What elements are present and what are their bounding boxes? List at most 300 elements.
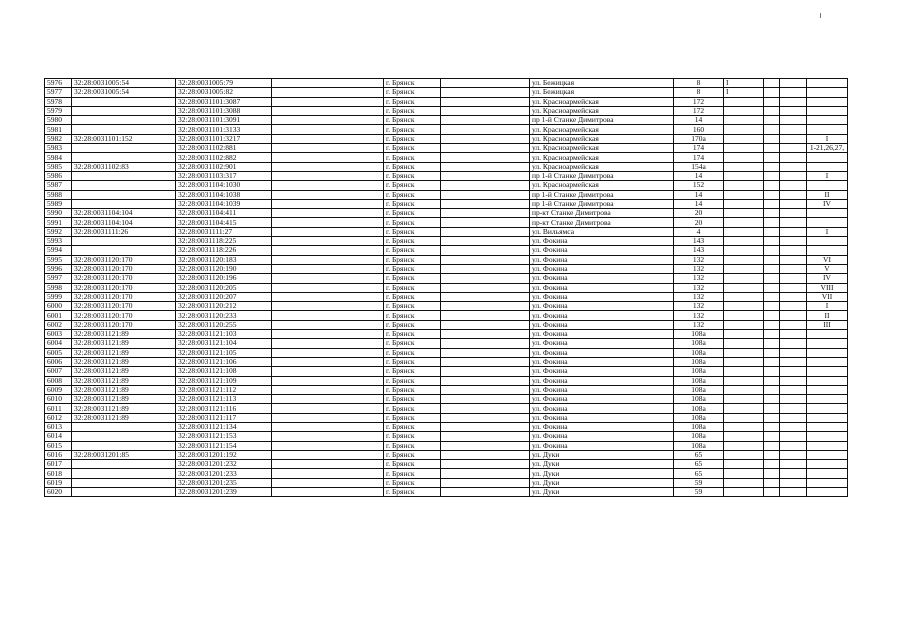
building-cell bbox=[724, 478, 764, 487]
parent-cadastral-number-cell bbox=[72, 460, 176, 469]
table-row bbox=[45, 413, 848, 422]
city-cell: г. Брянск bbox=[384, 478, 441, 487]
empty-cell bbox=[780, 116, 807, 125]
cadastral-number-cell: 32:28:0031121:103 bbox=[176, 330, 272, 339]
room-cell bbox=[807, 376, 848, 385]
room-cell: VIII bbox=[807, 283, 848, 292]
empty-cell bbox=[441, 190, 530, 199]
cadastral-number-cell: 32:28:0031111:27 bbox=[176, 227, 272, 236]
room-cell: I bbox=[807, 171, 848, 180]
row-number-cell: 6011 bbox=[45, 404, 72, 413]
empty-cell bbox=[780, 488, 807, 497]
building-cell bbox=[724, 255, 764, 264]
empty-cell bbox=[441, 460, 530, 469]
empty-cell bbox=[780, 199, 807, 208]
parent-cadastral-number-cell bbox=[72, 488, 176, 497]
empty-cell bbox=[272, 246, 384, 255]
room-cell: I bbox=[807, 134, 848, 143]
street-cell: ул. Красноармейская bbox=[530, 106, 674, 115]
parent-cadastral-number-cell bbox=[72, 432, 176, 441]
parent-cadastral-number-cell bbox=[72, 441, 176, 450]
empty-cell bbox=[764, 441, 780, 450]
building-cell bbox=[724, 311, 764, 320]
empty-cell bbox=[764, 97, 780, 106]
parent-cadastral-number-cell: 32:28:0031111:26 bbox=[72, 227, 176, 236]
building-cell: I bbox=[724, 79, 764, 88]
empty-cell bbox=[764, 106, 780, 115]
empty-cell bbox=[441, 367, 530, 376]
empty-cell bbox=[764, 357, 780, 366]
empty-cell bbox=[272, 330, 384, 339]
parent-cadastral-number-cell bbox=[72, 478, 176, 487]
house-number-cell: 4 bbox=[674, 227, 724, 236]
empty-cell bbox=[764, 395, 780, 404]
empty-cell bbox=[272, 274, 384, 283]
empty-cell bbox=[764, 199, 780, 208]
parent-cadastral-number-cell bbox=[72, 190, 176, 199]
empty-cell bbox=[780, 404, 807, 413]
empty-cell bbox=[272, 460, 384, 469]
empty-cell bbox=[441, 292, 530, 301]
city-cell: г. Брянск bbox=[384, 385, 441, 394]
street-cell: ул. Дуки bbox=[530, 450, 674, 459]
empty-cell bbox=[272, 302, 384, 311]
room-cell: III bbox=[807, 320, 848, 329]
cadastral-number-cell: 32:28:0031121:105 bbox=[176, 348, 272, 357]
empty-cell bbox=[441, 385, 530, 394]
street-cell: ул. Фокина bbox=[530, 348, 674, 357]
building-cell bbox=[724, 237, 764, 246]
row-number-cell: 5987 bbox=[45, 181, 72, 190]
empty-cell bbox=[272, 441, 384, 450]
parent-cadastral-number-cell: 32:28:0031121:89 bbox=[72, 404, 176, 413]
street-cell: ул. Фокина bbox=[530, 292, 674, 301]
room-cell: I bbox=[807, 302, 848, 311]
street-cell: пр-кт Станке Димитрова bbox=[530, 218, 674, 227]
cadastral-number-cell: 32:28:0031118:226 bbox=[176, 246, 272, 255]
empty-cell bbox=[441, 469, 530, 478]
row-number-cell: 6019 bbox=[45, 478, 72, 487]
empty-cell bbox=[764, 181, 780, 190]
parent-cadastral-number-cell: 32:28:0031121:89 bbox=[72, 357, 176, 366]
house-number-cell: 14 bbox=[674, 190, 724, 199]
building-cell bbox=[724, 116, 764, 125]
house-number-cell: 174 bbox=[674, 153, 724, 162]
cadastral-number-cell: 32:28:0031104:1039 bbox=[176, 199, 272, 208]
street-cell: ул. Фокина bbox=[530, 320, 674, 329]
row-number-cell: 5992 bbox=[45, 227, 72, 236]
street-cell: ул. Красноармейская bbox=[530, 181, 674, 190]
empty-cell bbox=[272, 413, 384, 422]
cadastral-number-cell: 32:28:0031120:183 bbox=[176, 255, 272, 264]
city-cell: г. Брянск bbox=[384, 488, 441, 497]
room-cell: IV bbox=[807, 199, 848, 208]
empty-cell bbox=[780, 320, 807, 329]
house-number-cell: 108а bbox=[674, 441, 724, 450]
house-number-cell: 108а bbox=[674, 339, 724, 348]
empty-cell bbox=[272, 348, 384, 357]
empty-cell bbox=[272, 339, 384, 348]
street-cell: ул. Красноармейская bbox=[530, 97, 674, 106]
empty-cell bbox=[441, 283, 530, 292]
empty-cell bbox=[441, 134, 530, 143]
row-number-cell: 5994 bbox=[45, 246, 72, 255]
city-cell: г. Брянск bbox=[384, 97, 441, 106]
city-cell: г. Брянск bbox=[384, 227, 441, 236]
street-cell: ул. Фокина bbox=[530, 413, 674, 422]
room-cell bbox=[807, 125, 848, 134]
room-cell bbox=[807, 469, 848, 478]
house-number-cell: 108а bbox=[674, 357, 724, 366]
empty-cell bbox=[780, 339, 807, 348]
row-number-cell: 6006 bbox=[45, 357, 72, 366]
house-number-cell: 132 bbox=[674, 283, 724, 292]
empty-cell bbox=[441, 125, 530, 134]
room-cell: VI bbox=[807, 255, 848, 264]
empty-cell bbox=[441, 209, 530, 218]
empty-cell bbox=[764, 171, 780, 180]
empty-cell bbox=[780, 274, 807, 283]
empty-cell bbox=[441, 311, 530, 320]
street-cell: пр 1-й Станке Димитрова bbox=[530, 171, 674, 180]
house-number-cell: 65 bbox=[674, 450, 724, 459]
house-number-cell: 132 bbox=[674, 302, 724, 311]
house-number-cell: 108а bbox=[674, 413, 724, 422]
cadastral-number-cell: 32:28:0031121:109 bbox=[176, 376, 272, 385]
registry-table bbox=[44, 78, 848, 497]
empty-cell bbox=[780, 237, 807, 246]
table-row bbox=[45, 79, 848, 88]
cadastral-number-cell: 32:28:0031201:239 bbox=[176, 488, 272, 497]
room-cell bbox=[807, 246, 848, 255]
street-cell: пр 1-й Станке Димитрова bbox=[530, 199, 674, 208]
house-number-cell: 108а bbox=[674, 395, 724, 404]
house-number-cell: 59 bbox=[674, 478, 724, 487]
street-cell: ул. Фокина bbox=[530, 376, 674, 385]
city-cell: г. Брянск bbox=[384, 264, 441, 273]
street-cell: ул. Дуки bbox=[530, 488, 674, 497]
empty-cell bbox=[764, 450, 780, 459]
cadastral-number-cell: 32:28:0031121:154 bbox=[176, 441, 272, 450]
row-number-cell: 5988 bbox=[45, 190, 72, 199]
empty-cell bbox=[441, 97, 530, 106]
city-cell: г. Брянск bbox=[384, 330, 441, 339]
table-row bbox=[45, 190, 848, 199]
room-cell: VII bbox=[807, 292, 848, 301]
building-cell bbox=[724, 274, 764, 283]
empty-cell bbox=[764, 227, 780, 236]
empty-cell bbox=[764, 237, 780, 246]
cadastral-number-cell: 32:28:0031103:317 bbox=[176, 171, 272, 180]
table-row bbox=[45, 478, 848, 487]
row-number-cell: 6002 bbox=[45, 320, 72, 329]
room-cell bbox=[807, 348, 848, 357]
table-row bbox=[45, 320, 848, 329]
building-cell bbox=[724, 283, 764, 292]
room-cell bbox=[807, 357, 848, 366]
city-cell: г. Брянск bbox=[384, 79, 441, 88]
empty-cell bbox=[780, 376, 807, 385]
empty-cell bbox=[764, 385, 780, 394]
building-cell bbox=[724, 134, 764, 143]
empty-cell bbox=[764, 460, 780, 469]
table-row bbox=[45, 367, 848, 376]
row-number-cell: 5982 bbox=[45, 134, 72, 143]
empty-cell bbox=[272, 199, 384, 208]
empty-cell bbox=[764, 125, 780, 134]
empty-cell bbox=[780, 469, 807, 478]
empty-cell bbox=[780, 311, 807, 320]
empty-cell bbox=[441, 478, 530, 487]
row-number-cell: 5997 bbox=[45, 274, 72, 283]
empty-cell bbox=[764, 162, 780, 171]
row-number-cell: 5996 bbox=[45, 264, 72, 273]
city-cell: г. Брянск bbox=[384, 199, 441, 208]
empty-cell bbox=[441, 330, 530, 339]
cadastral-number-cell: 32:28:0031102:881 bbox=[176, 144, 272, 153]
row-number-cell: 6017 bbox=[45, 460, 72, 469]
empty-cell bbox=[272, 227, 384, 236]
empty-cell bbox=[441, 302, 530, 311]
row-number-cell: 5991 bbox=[45, 218, 72, 227]
empty-cell bbox=[764, 413, 780, 422]
empty-cell bbox=[780, 478, 807, 487]
street-cell: ул. Вильямса bbox=[530, 227, 674, 236]
empty-cell bbox=[764, 255, 780, 264]
empty-cell bbox=[780, 79, 807, 88]
row-number-cell: 5976 bbox=[45, 79, 72, 88]
building-cell bbox=[724, 413, 764, 422]
city-cell: г. Брянск bbox=[384, 432, 441, 441]
parent-cadastral-number-cell bbox=[72, 237, 176, 246]
city-cell: г. Брянск bbox=[384, 237, 441, 246]
house-number-cell: 132 bbox=[674, 274, 724, 283]
table-row bbox=[45, 385, 848, 394]
street-cell: ул. Фокина bbox=[530, 367, 674, 376]
empty-cell bbox=[441, 413, 530, 422]
empty-cell bbox=[780, 367, 807, 376]
cadastral-number-cell: 32:28:0031201:192 bbox=[176, 450, 272, 459]
row-number-cell: 6005 bbox=[45, 348, 72, 357]
empty-cell bbox=[764, 376, 780, 385]
empty-cell bbox=[780, 422, 807, 431]
cadastral-number-cell: 32:28:0031120:233 bbox=[176, 311, 272, 320]
parent-cadastral-number-cell: 32:28:0031121:89 bbox=[72, 339, 176, 348]
building-cell bbox=[724, 97, 764, 106]
street-cell: ул. Фокина bbox=[530, 432, 674, 441]
room-cell bbox=[807, 478, 848, 487]
house-number-cell: 108а bbox=[674, 367, 724, 376]
room-cell bbox=[807, 422, 848, 431]
row-number-cell: 5989 bbox=[45, 199, 72, 208]
empty-cell bbox=[272, 79, 384, 88]
room-cell bbox=[807, 237, 848, 246]
city-cell: г. Брянск bbox=[384, 171, 441, 180]
house-number-cell: 172 bbox=[674, 97, 724, 106]
cadastral-number-cell: 32:28:0031120:212 bbox=[176, 302, 272, 311]
street-cell: ул. Фокина bbox=[530, 395, 674, 404]
street-cell: пр-кт Станке Димитрова bbox=[530, 209, 674, 218]
empty-cell bbox=[441, 255, 530, 264]
parent-cadastral-number-cell bbox=[72, 144, 176, 153]
house-number-cell: 108а bbox=[674, 422, 724, 431]
cadastral-number-cell: 32:28:0031104:411 bbox=[176, 209, 272, 218]
street-cell: ул. Дуки bbox=[530, 478, 674, 487]
city-cell: г. Брянск bbox=[384, 190, 441, 199]
building-cell bbox=[724, 357, 764, 366]
table-row bbox=[45, 292, 848, 301]
empty-cell bbox=[272, 422, 384, 431]
street-cell: ул. Фокина bbox=[530, 311, 674, 320]
parent-cadastral-number-cell: 32:28:0031121:89 bbox=[72, 330, 176, 339]
building-cell bbox=[724, 385, 764, 394]
house-number-cell: 108а bbox=[674, 376, 724, 385]
table-row bbox=[45, 441, 848, 450]
parent-cadastral-number-cell: 32:28:0031201:85 bbox=[72, 450, 176, 459]
house-number-cell: 132 bbox=[674, 255, 724, 264]
table-row bbox=[45, 97, 848, 106]
empty-cell bbox=[272, 190, 384, 199]
house-number-cell: 172 bbox=[674, 106, 724, 115]
empty-cell bbox=[780, 385, 807, 394]
building-cell bbox=[724, 227, 764, 236]
cadastral-number-cell: 32:28:0031121:117 bbox=[176, 413, 272, 422]
cadastral-number-cell: 32:28:0031104:1038 bbox=[176, 190, 272, 199]
street-cell: ул. Бежицкая bbox=[530, 88, 674, 97]
parent-cadastral-number-cell bbox=[72, 125, 176, 134]
table-row bbox=[45, 311, 848, 320]
empty-cell bbox=[780, 357, 807, 366]
empty-cell bbox=[441, 404, 530, 413]
empty-cell bbox=[441, 376, 530, 385]
empty-cell bbox=[780, 330, 807, 339]
cadastral-number-cell: 32:28:0031121:112 bbox=[176, 385, 272, 394]
empty-cell bbox=[272, 88, 384, 97]
parent-cadastral-number-cell: 32:28:0031121:89 bbox=[72, 395, 176, 404]
room-cell bbox=[807, 367, 848, 376]
cadastral-number-cell: 32:28:0031101:3087 bbox=[176, 97, 272, 106]
city-cell: г. Брянск bbox=[384, 460, 441, 469]
parent-cadastral-number-cell: 32:28:0031102:83 bbox=[72, 162, 176, 171]
table-row bbox=[45, 460, 848, 469]
building-cell bbox=[724, 488, 764, 497]
empty-cell bbox=[764, 422, 780, 431]
parent-cadastral-number-cell: 32:28:0031120:170 bbox=[72, 264, 176, 273]
room-cell bbox=[807, 413, 848, 422]
empty-cell bbox=[272, 404, 384, 413]
table-row bbox=[45, 432, 848, 441]
parent-cadastral-number-cell bbox=[72, 199, 176, 208]
city-cell: г. Брянск bbox=[384, 311, 441, 320]
empty-cell bbox=[764, 190, 780, 199]
empty-cell bbox=[780, 190, 807, 199]
empty-cell bbox=[441, 227, 530, 236]
cadastral-number-cell: 32:28:0031101:3091 bbox=[176, 116, 272, 125]
empty-cell bbox=[780, 125, 807, 134]
city-cell: г. Брянск bbox=[384, 88, 441, 97]
parent-cadastral-number-cell: 32:28:0031101:152 bbox=[72, 134, 176, 143]
building-cell bbox=[724, 469, 764, 478]
empty-cell bbox=[441, 422, 530, 431]
building-cell bbox=[724, 450, 764, 459]
building-cell bbox=[724, 330, 764, 339]
parent-cadastral-number-cell bbox=[72, 97, 176, 106]
cadastral-number-cell: 32:28:0031005:79 bbox=[176, 79, 272, 88]
city-cell: г. Брянск bbox=[384, 450, 441, 459]
empty-cell bbox=[272, 311, 384, 320]
building-cell bbox=[724, 367, 764, 376]
registry-table-body bbox=[45, 79, 848, 497]
house-number-cell: 152 bbox=[674, 181, 724, 190]
empty-cell bbox=[441, 246, 530, 255]
empty-cell bbox=[441, 218, 530, 227]
empty-cell bbox=[764, 283, 780, 292]
house-number-cell: 20 bbox=[674, 218, 724, 227]
empty-cell bbox=[780, 413, 807, 422]
table-row bbox=[45, 404, 848, 413]
parent-cadastral-number-cell: 32:28:0031005:54 bbox=[72, 88, 176, 97]
room-cell bbox=[807, 153, 848, 162]
parent-cadastral-number-cell: 32:28:0031120:170 bbox=[72, 320, 176, 329]
row-number-cell: 6001 bbox=[45, 311, 72, 320]
empty-cell bbox=[764, 209, 780, 218]
cadastral-number-cell: 32:28:0031121:106 bbox=[176, 357, 272, 366]
empty-cell bbox=[764, 320, 780, 329]
city-cell: г. Брянск bbox=[384, 292, 441, 301]
table-row bbox=[45, 274, 848, 283]
empty-cell bbox=[441, 171, 530, 180]
table-row bbox=[45, 144, 848, 153]
empty-cell bbox=[780, 88, 807, 97]
city-cell: г. Брянск bbox=[384, 302, 441, 311]
empty-cell bbox=[764, 246, 780, 255]
cadastral-number-cell: 32:28:0031120:196 bbox=[176, 274, 272, 283]
cadastral-number-cell: 32:28:0031121:113 bbox=[176, 395, 272, 404]
empty-cell bbox=[764, 264, 780, 273]
table-row bbox=[45, 153, 848, 162]
empty-cell bbox=[441, 162, 530, 171]
cadastral-number-cell: 32:28:0031121:134 bbox=[176, 422, 272, 431]
room-cell bbox=[807, 450, 848, 459]
street-cell: ул. Дуки bbox=[530, 460, 674, 469]
street-cell: ул. Красноармейская bbox=[530, 134, 674, 143]
parent-cadastral-number-cell: 32:28:0031120:170 bbox=[72, 292, 176, 301]
empty-cell bbox=[764, 367, 780, 376]
city-cell: г. Брянск bbox=[384, 357, 441, 366]
city-cell: г. Брянск bbox=[384, 144, 441, 153]
house-number-cell: 14 bbox=[674, 199, 724, 208]
row-number-cell: 5978 bbox=[45, 97, 72, 106]
empty-cell bbox=[272, 134, 384, 143]
empty-cell bbox=[441, 450, 530, 459]
empty-cell bbox=[441, 348, 530, 357]
house-number-cell: 108а bbox=[674, 432, 724, 441]
empty-cell bbox=[764, 469, 780, 478]
row-number-cell: 5981 bbox=[45, 125, 72, 134]
room-cell: I bbox=[807, 227, 848, 236]
room-cell: 1-21,26,27, bbox=[807, 144, 848, 153]
parent-cadastral-number-cell: 32:28:0031120:170 bbox=[72, 311, 176, 320]
street-cell: ул. Дуки bbox=[530, 469, 674, 478]
empty-cell bbox=[441, 339, 530, 348]
empty-cell bbox=[780, 134, 807, 143]
street-cell: ул. Фокина bbox=[530, 264, 674, 273]
table-row bbox=[45, 488, 848, 497]
cadastral-number-cell: 32:28:0031101:3133 bbox=[176, 125, 272, 134]
street-cell: ул. Красноармейская bbox=[530, 125, 674, 134]
building-cell bbox=[724, 264, 764, 273]
parent-cadastral-number-cell: 32:28:0031121:89 bbox=[72, 348, 176, 357]
